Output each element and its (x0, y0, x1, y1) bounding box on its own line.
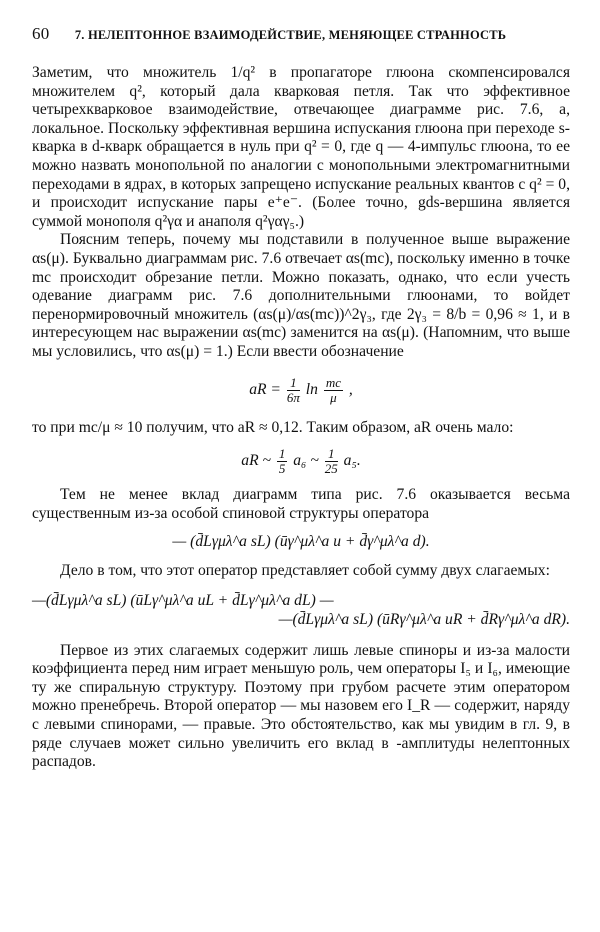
eq2-fraction-2 (325, 447, 338, 476)
paragraph-5: Дело в том, что этот оператор представляет собой сумму двух слагаемых: (60, 561, 550, 579)
eq2-num1: 1 (278, 446, 286, 462)
eq1-fraction-2 (324, 376, 343, 405)
eq4-line-1: —(d̄Lγμλ^a sL) (ūLγ^μλ^a uL + d̄Lγ^μλ^a dL) — (32, 592, 334, 610)
equation-aR-definition (32, 376, 570, 405)
equation-aR-estimate (32, 447, 570, 476)
running-title: 7. НЕЛЕПТОННОЕ ВЗАИМОДЕЙСТВИЕ, МЕНЯЮЩЕЕ СТРАННОСТЬ (74, 28, 507, 42)
eq2-den2: 25 (324, 461, 338, 477)
eq1-den1: 6π (286, 389, 300, 405)
page-number: 60 (32, 24, 50, 43)
eq1-tail: , (344, 380, 353, 398)
page-body (32, 64, 570, 772)
eq4-line-2: —(d̄Lγμλ^a sL) (ūRγ^μλ^a uR + d̄Rγ^μλ^a dR). (278, 611, 570, 629)
eq1-fraction-1 (287, 376, 300, 405)
page-header (32, 24, 572, 44)
paragraph-6: Первое из этих слагаемых содержит лишь левые спиноры и из-за малости коэффициента перед ним играет меньшую роль, чем операторы I₅ и I₆, имеющие ту же спиральную структуру. Поэтому при грубом расчете этим оператором можно пренебречь. Второй оператор — мы назовем его I_R — содержит, наряду с левыми спинорами, — правые. Это обстоятельство, как мы увидим в гл. 9, в ряде случаев может сильно увеличить его вклад в -амплитуды нелептонных распадов. (32, 641, 570, 771)
eq2-tail: a₅. (339, 452, 361, 470)
eq1-num1: 1 (287, 376, 300, 391)
eq2-fraction-1 (277, 447, 288, 476)
eq2-num2: 1 (325, 447, 338, 462)
equation-operator: — (d̄Lγμλ^a sL) (ūγ^μλ^a u + d̄γ^μλ^a d). (172, 533, 430, 551)
eq2-mid: a₆ ~ (289, 452, 323, 470)
paragraph-2: Поясним теперь, почему мы подставили в полученное выше выражение αs(μ). Буквально диаграммам рис. 7.6 отвечает αs(mc), поскольку именно в точке mc происходит обрезание петли. Можно показать, однако, что если учесть одевание диаграмм рис. 7.6 дополнительными глюонами, то войдет перенормировочный множитель (αs(μ)/αs(mc))^2γ₃, где 2γ₃ = 8/b = 0,96 ≈ 1, и в интересующем нас выражении αs(mc) заменится на αs(μ). (Напомним, что выше мы условились, что αs(μ) = 1.) Если ввести обозначение (32, 231, 570, 360)
eq1-num2: mc (325, 374, 341, 390)
eq1-ln: ln (301, 380, 322, 398)
eq2-lhs: aR ~ (241, 452, 275, 470)
eq1-den2: μ (330, 389, 337, 405)
equation-operator-sum (32, 592, 570, 629)
paragraph-4: Тем не менее вклад диаграмм типа рис. 7.6 оказывается весьма существенным из-за особой спиновой структуры оператора (32, 486, 570, 522)
eq1-lhs: aR = (249, 380, 285, 398)
eq2-den1: 5 (278, 461, 286, 477)
paragraph-1: Заметим, что множитель 1/q² в пропагаторе глюона скомпенсировался множителем q², который дала кварковая петля. Так что эффективное четырехкварковое взаимодействие, отвечающее диаграмме рис. 7.6, а, локальное. Поскольку эффективная вершина испускания глюона при переходе s-кварка в d-кварк обращается в нуль при q² = 0, где q — 4-импульс глюона, то ее можно назвать монопольной по аналогии с монопольными электромагнитными переходами в ядрах, в которых запрещено испускание реальных квантов с q² = 0, и происходит испускание пары e⁺e⁻. (Более точно, gds-вершина является суммой монополя q²γα и анаполя q²γαγ₅.) (32, 64, 570, 230)
paragraph-3: то при mc/μ ≈ 10 получим, что aR ≈ 0,12. Таким образом, aR очень мало: (32, 418, 514, 436)
